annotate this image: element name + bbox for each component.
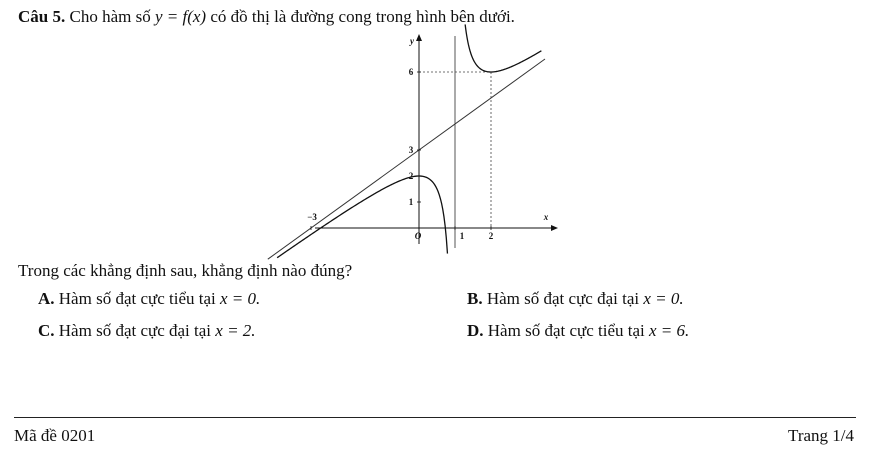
question-text-after: có đồ thị là đường cong trong hình bên dưới.: [206, 7, 515, 26]
question-text-before: Cho hàm số: [65, 7, 155, 26]
option-b-label: B.: [467, 289, 483, 308]
option-a-text: Hàm số đạt cực tiểu tại: [54, 289, 220, 308]
x-tick-label-1: 1: [459, 231, 465, 241]
option-d-math: x = 6.: [649, 321, 690, 340]
option-a-label: A.: [38, 289, 55, 308]
oblique-asymptote: [268, 59, 545, 259]
option-c-label: C.: [38, 321, 55, 340]
question-label: Câu 5.: [18, 7, 66, 26]
page-number: Trang 1/4: [788, 426, 854, 445]
option-c[interactable]: [38, 320, 256, 342]
curve-left-branch: [277, 176, 447, 258]
prompt-text: Trong các khẳng định sau, khẳng định nào đúng?: [18, 261, 353, 280]
question-formula: y = f(x): [154, 7, 207, 26]
y-tick-label-6: 6: [408, 67, 414, 77]
y-tick-label-3: 3: [408, 145, 414, 155]
option-c-text: Hàm số đạt cực đại tại: [54, 321, 216, 340]
question-line: [18, 6, 515, 28]
option-c-math: x = 2.: [215, 321, 256, 340]
y-axis-label: y: [410, 36, 414, 46]
x-axis-label: x: [543, 212, 549, 222]
x-axis-arrow: [551, 225, 558, 231]
option-a[interactable]: [38, 288, 260, 310]
curve-right-branch: [465, 24, 541, 72]
x-tick-label-neg3: −3: [307, 212, 317, 222]
option-a-math: x = 0.: [220, 289, 261, 308]
x-tick-label-2: 2: [488, 231, 494, 241]
option-b[interactable]: [467, 288, 684, 310]
footer-divider: [14, 417, 856, 418]
y-tick-label-2: 2: [408, 171, 414, 181]
option-d-text: Hàm số đạt cực tiểu tại: [483, 321, 649, 340]
y-axis-arrow: [416, 34, 422, 41]
exam-code: Mã đề 0201: [14, 426, 96, 445]
option-b-text: Hàm số đạt cực đại tại: [482, 289, 644, 308]
y-tick-label-1: 1: [408, 197, 414, 207]
function-graph: [307, 32, 560, 248]
option-d-label: D.: [467, 321, 484, 340]
origin-label: O: [414, 231, 422, 241]
option-b-math: x = 0.: [643, 289, 684, 308]
option-d[interactable]: [467, 320, 689, 342]
